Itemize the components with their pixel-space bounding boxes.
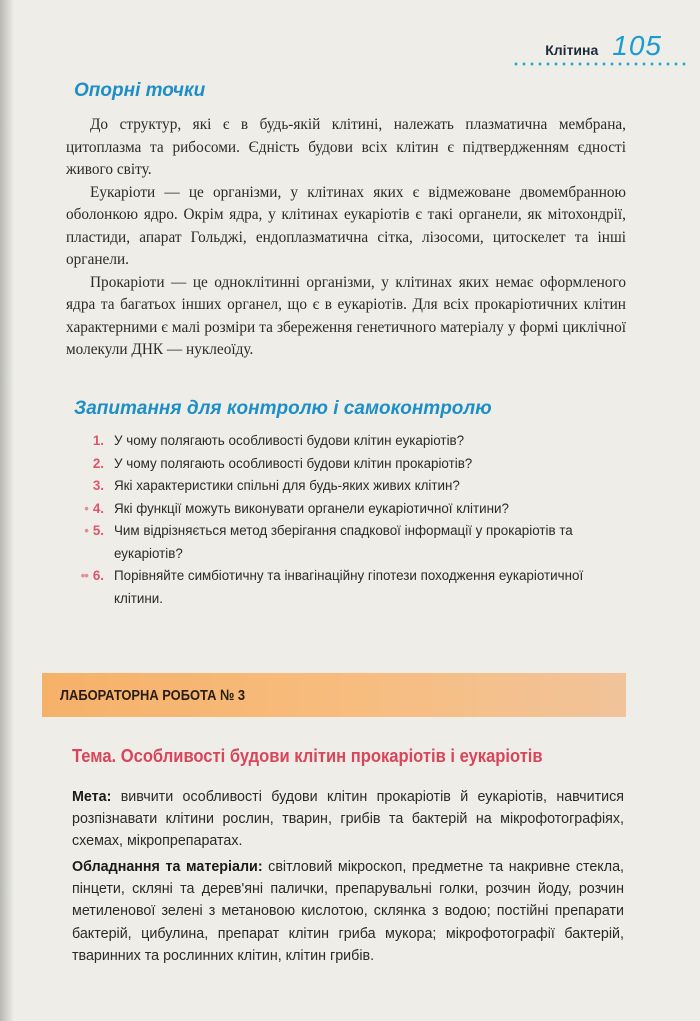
lab-work-banner: [42, 673, 626, 717]
section-title: Клітина: [545, 42, 599, 58]
lab-topic: Тема. Особливості будови клітин прокаріотів і еукаріотів: [72, 746, 543, 766]
question-item: [60, 498, 630, 521]
questions-heading: Запитання для контролю і самоконтролю: [74, 398, 492, 419]
difficulty-marker: [60, 430, 88, 453]
question-item: [60, 565, 630, 610]
question-text: У чому полягають особливості будови клітин прокаріотів?: [114, 455, 473, 471]
lab-equipment: [72, 856, 624, 967]
paragraph: Прокаріоти — це одноклітинні організми, у клітинах яких немає оформленого ядра та багатьох інших органел, що є в еукаріотів. Для всіх прокаріотичних клітин характерними є малі розміри та збереження генетичного матеріалу у формі циклічної молекули ДНК — нуклеоїду.: [66, 273, 626, 358]
difficulty-marker: [60, 453, 88, 476]
questions-list: [60, 430, 630, 610]
key-points-text: [66, 114, 626, 362]
page-number: 105: [612, 30, 662, 61]
question-item: [60, 520, 630, 565]
page-edge-shadow: [0, 0, 14, 1021]
lab-equipment-label: Обладнання та матеріали:: [72, 859, 263, 875]
question-number: 2.: [92, 455, 104, 471]
question-item: [60, 430, 630, 453]
question-number: 3.: [92, 478, 104, 493]
lab-goal: [72, 786, 624, 853]
paragraph: Еукаріоти — це організми, у клітинах яких є відмежоване двомембранною оболонкою ядро. Окрім ядра, у клітинах еукаріотів є такі органели, як мітохондрії, пластиди, апарат Гольджі, ендоплазматична сітка, лізосоми, цитоскелет та інші органели.: [66, 183, 626, 268]
question-number: 5.: [92, 523, 104, 538]
lab-goal-text: вивчити особливості будови клітин прокаріотів й еукаріотів, навчитися розпізнавати клітини рослин, тварин, грибів та бактерій на мікрофотографіях, схемах, мікропрепаратах.: [72, 789, 624, 850]
difficulty-marker: ••: [80, 568, 88, 583]
question-text: Чим відрізняється метод зберігання спадкової інформації у прокаріотів та еукаріотів?: [114, 523, 573, 561]
difficulty-marker: [60, 475, 88, 498]
page-header: [545, 30, 662, 62]
difficulty-marker: •: [84, 500, 88, 516]
question-number: 1.: [92, 433, 104, 448]
question-text: Які функції можуть виконувати органели еукаріотичної клітини?: [114, 500, 509, 516]
question-number: 4.: [92, 500, 104, 516]
lab-goal-label: Мета:: [72, 789, 112, 805]
question-number: 6.: [92, 568, 104, 583]
question-item: [60, 453, 630, 476]
lab-equipment-text: світловий мікроскоп, предметне та накривне стекла, пінцети, скляні та дерев'яні палички, препарувальні голки, розчин йоду, розчин метиленової зелені з метановою кислотою, склянка з водою; постійні препарати бактерій, цибулина, препарат клітин гриба мукора; мікрофотографії бактерій, тваринних та рослинних клітин, клітин грибів.: [72, 859, 624, 964]
paragraph: До структур, які є в будь-якій клітині, належать плазматична мембрана, цитоплазма та рибосоми. Єдність будови всіх клітин є підтвердженням єдності живого світу.: [66, 116, 626, 178]
lab-work-title: ЛАБОРАТОРНА РОБОТА № 3: [60, 686, 246, 704]
key-points-heading: Опорні точки: [74, 80, 206, 101]
question-text: У чому полягають особливості будови клітин еукаріотів?: [114, 433, 465, 448]
header-dotted-rule: [512, 62, 688, 66]
question-text: Порівняйте симбіотичну та інвагінаційну гіпотези походження еукаріотичної клітини.: [114, 568, 584, 606]
question-item: [60, 475, 630, 498]
question-text: Які характеристики спільні для будь-яких живих клітин?: [114, 478, 460, 493]
difficulty-marker: •: [84, 523, 88, 538]
